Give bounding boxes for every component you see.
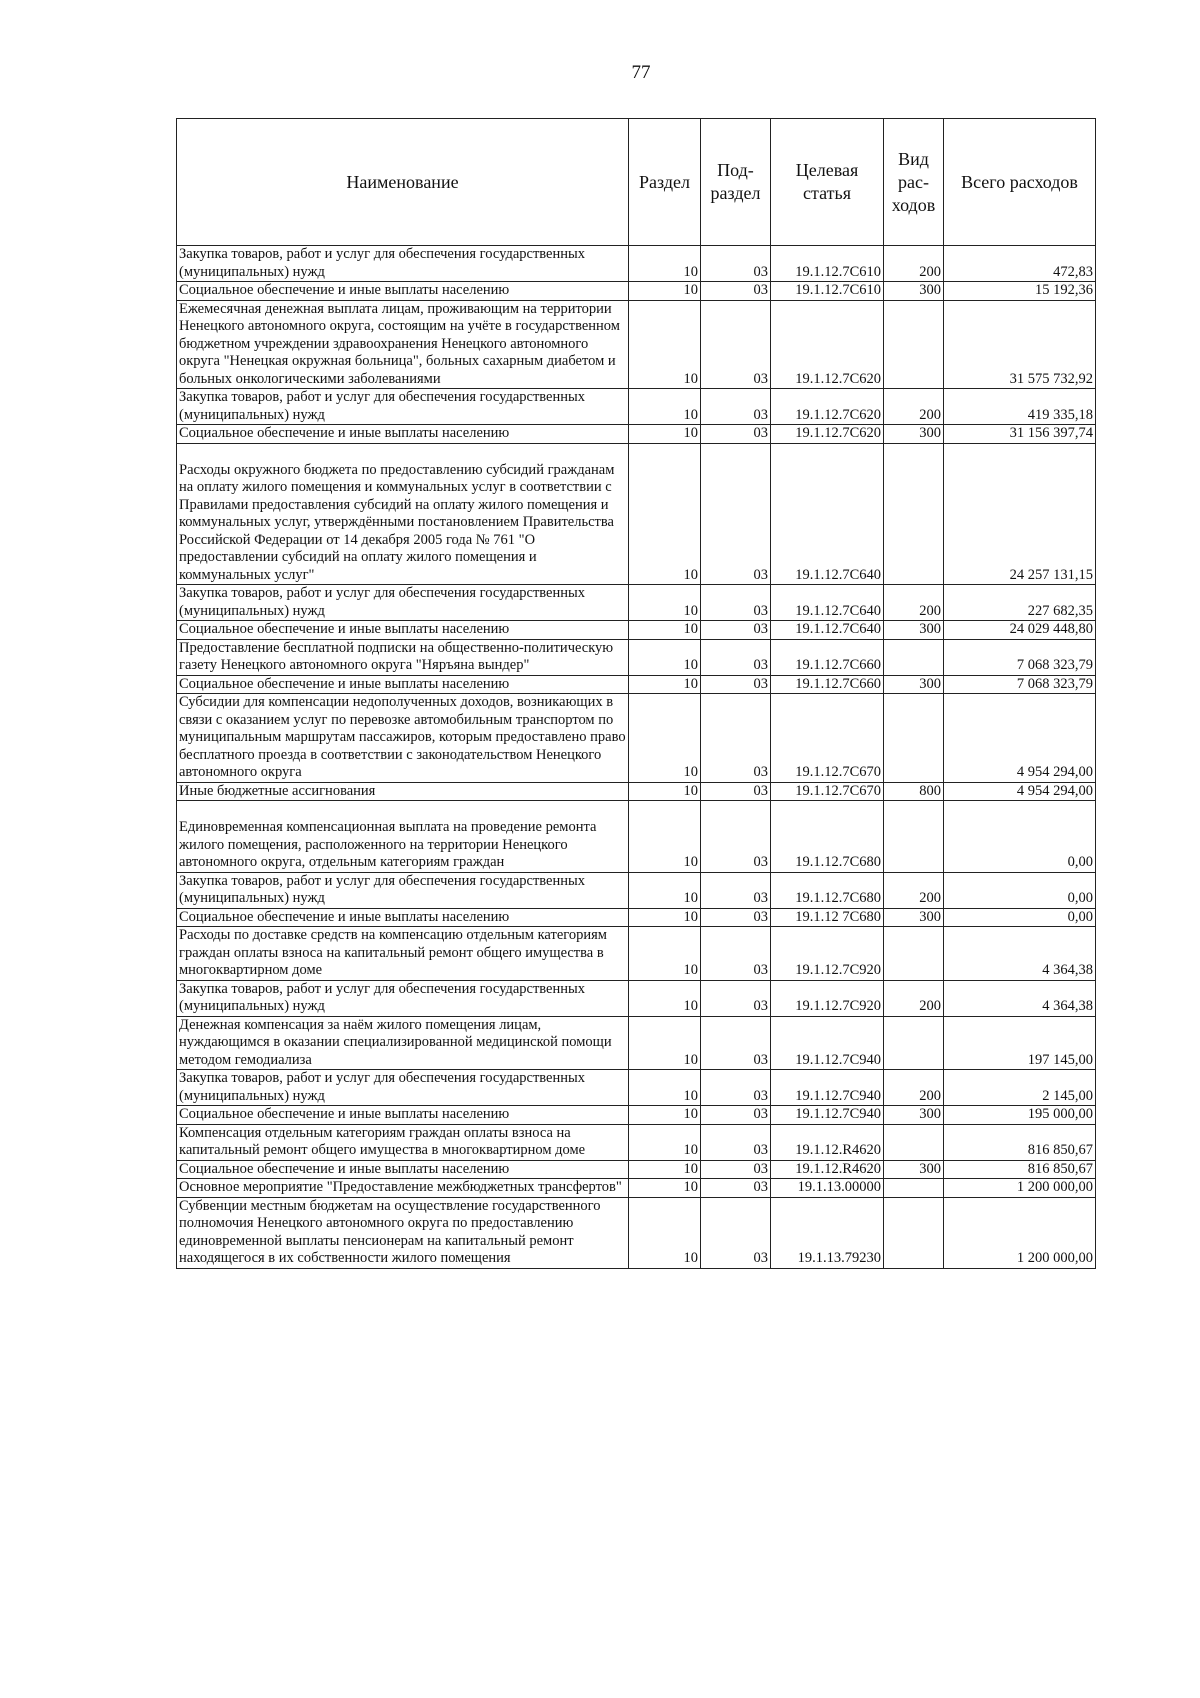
table-row xyxy=(177,1070,1096,1106)
row-section: 10 xyxy=(629,639,701,675)
row-name: Единовременная компенсационная выплата на проведение ремонта жилого помещения, расположенного на территории Ненецкого автономного округа, отдельным категориям граждан xyxy=(177,801,629,873)
table-row xyxy=(177,782,1096,801)
row-total: 472,83 xyxy=(944,246,1096,282)
row-target-article: 19.1.13.00000 xyxy=(771,1179,884,1198)
row-expense-type: 300 xyxy=(884,1160,944,1179)
row-expense-type xyxy=(884,801,944,873)
row-subsection: 03 xyxy=(701,1124,771,1160)
table-row xyxy=(177,1179,1096,1198)
row-subsection: 03 xyxy=(701,1016,771,1070)
row-subsection: 03 xyxy=(701,585,771,621)
row-subsection: 03 xyxy=(701,425,771,444)
header-total: Всего расходов xyxy=(944,119,1096,246)
row-target-article: 19.1.12.7С680 xyxy=(771,872,884,908)
row-name: Закупка товаров, работ и услуг для обеспечения государственных (муниципальных) нужд xyxy=(177,1070,629,1106)
row-name: Закупка товаров, работ и услуг для обеспечения государственных (муниципальных) нужд xyxy=(177,389,629,425)
table-row xyxy=(177,425,1096,444)
row-section: 10 xyxy=(629,621,701,640)
row-target-article: 19.1.12.7С940 xyxy=(771,1070,884,1106)
row-subsection: 03 xyxy=(701,1160,771,1179)
row-expense-type xyxy=(884,639,944,675)
table-row xyxy=(177,927,1096,981)
row-subsection: 03 xyxy=(701,927,771,981)
row-subsection: 03 xyxy=(701,246,771,282)
row-expense-type: 300 xyxy=(884,425,944,444)
row-expense-type xyxy=(884,694,944,783)
row-name: Субвенции местным бюджетам на осуществление государственного полномочия Ненецкого автономного округа по предоставлению единовременной выплаты пенсионерам на капитальный ремонт находящегося в их собственности жилого помещения xyxy=(177,1197,629,1268)
row-total: 1 200 000,00 xyxy=(944,1179,1096,1198)
row-section: 10 xyxy=(629,782,701,801)
row-expense-type xyxy=(884,1016,944,1070)
row-target-article: 19.1.12.7С620 xyxy=(771,389,884,425)
row-name: Расходы по доставке средств на компенсацию отдельным категориям граждан оплаты взноса на капитальный ремонт общего имущества в многоквартирном доме xyxy=(177,927,629,981)
row-subsection: 03 xyxy=(701,1070,771,1106)
table-body xyxy=(177,246,1096,1269)
table-row xyxy=(177,1124,1096,1160)
budget-table xyxy=(176,118,1096,1269)
row-expense-type xyxy=(884,1179,944,1198)
row-target-article: 19.1.13.79230 xyxy=(771,1197,884,1268)
row-section: 10 xyxy=(629,694,701,783)
row-name: Расходы окружного бюджета по предоставлению субсидий гражданам на оплату жилого помещения и коммунальных услуг в соответствии с Правилами предоставления субсидий на оплату жилого помещения и коммунальных услуг, утверждёнными постановлением Правительства Российской Федерации от 14 декабря 2005 года № 761 "О предоставлении субсидий на оплату жилого помещения и коммунальных услуг" xyxy=(177,443,629,585)
table-row xyxy=(177,1106,1096,1125)
row-expense-type: 200 xyxy=(884,980,944,1016)
row-subsection: 03 xyxy=(701,872,771,908)
row-expense-type: 200 xyxy=(884,1070,944,1106)
row-name: Закупка товаров, работ и услуг для обеспечения государственных (муниципальных) нужд xyxy=(177,872,629,908)
row-target-article: 19.1.12.7С920 xyxy=(771,927,884,981)
row-total: 227 682,35 xyxy=(944,585,1096,621)
row-name: Компенсация отдельным категориям граждан оплаты взноса на капитальный ремонт общего имущества в многоквартирном доме xyxy=(177,1124,629,1160)
row-name: Иные бюджетные ассигнования xyxy=(177,782,629,801)
row-target-article: 19.1.12.R4620 xyxy=(771,1160,884,1179)
table-row xyxy=(177,1016,1096,1070)
row-name: Ежемесячная денежная выплата лицам, проживающим на территории Ненецкого автономного округа, состоящим на учёте в государственном бюджетном учреждении здравоохранения Ненецкого автономного округа "Ненецкая окружная больница", больных сахарным диабетом и больных онкологическими заболеваниями xyxy=(177,300,629,389)
row-total: 195 000,00 xyxy=(944,1106,1096,1125)
header-name: Наименование xyxy=(177,119,629,246)
row-section: 10 xyxy=(629,1197,701,1268)
table-row xyxy=(177,801,1096,873)
row-target-article: 19.1.12.7С640 xyxy=(771,621,884,640)
header-section: Раздел xyxy=(629,119,701,246)
row-section: 10 xyxy=(629,585,701,621)
row-name: Предоставление бесплатной подписки на общественно-политическую газету Ненецкого автономного округа "Няръяна вындер" xyxy=(177,639,629,675)
table-row xyxy=(177,1160,1096,1179)
header-subsection: Под-раздел xyxy=(701,119,771,246)
row-subsection: 03 xyxy=(701,980,771,1016)
row-expense-type: 300 xyxy=(884,621,944,640)
row-total: 0,00 xyxy=(944,801,1096,873)
row-total: 419 335,18 xyxy=(944,389,1096,425)
row-target-article: 19.1.12.7С640 xyxy=(771,585,884,621)
row-total: 7 068 323,79 xyxy=(944,675,1096,694)
row-total: 24 257 131,15 xyxy=(944,443,1096,585)
row-subsection: 03 xyxy=(701,801,771,873)
row-section: 10 xyxy=(629,246,701,282)
row-total: 31 156 397,74 xyxy=(944,425,1096,444)
row-total: 816 850,67 xyxy=(944,1160,1096,1179)
row-total: 816 850,67 xyxy=(944,1124,1096,1160)
row-total: 1 200 000,00 xyxy=(944,1197,1096,1268)
row-name: Социальное обеспечение и иные выплаты населению xyxy=(177,425,629,444)
page-number: 77 xyxy=(631,62,651,83)
row-target-article: 19.1.12.7С640 xyxy=(771,443,884,585)
row-name: Денежная компенсация за наём жилого помещения лицам, нуждающимся в оказании специализированной медицинской помощи методом гемодиализа xyxy=(177,1016,629,1070)
table-row xyxy=(177,639,1096,675)
row-expense-type xyxy=(884,443,944,585)
row-subsection: 03 xyxy=(701,675,771,694)
row-section: 10 xyxy=(629,908,701,927)
row-name: Социальное обеспечение и иные выплаты населению xyxy=(177,1160,629,1179)
row-expense-type xyxy=(884,300,944,389)
row-expense-type: 800 xyxy=(884,782,944,801)
row-target-article: 19.1.12.7С610 xyxy=(771,282,884,301)
row-name: Социальное обеспечение и иные выплаты населению xyxy=(177,1106,629,1125)
row-total: 4 954 294,00 xyxy=(944,782,1096,801)
row-total: 4 364,38 xyxy=(944,980,1096,1016)
row-name: Социальное обеспечение и иные выплаты населению xyxy=(177,621,629,640)
row-target-article: 19.1.12.7С670 xyxy=(771,782,884,801)
row-expense-type: 200 xyxy=(884,585,944,621)
row-section: 10 xyxy=(629,443,701,585)
row-expense-type: 300 xyxy=(884,908,944,927)
row-expense-type: 200 xyxy=(884,246,944,282)
row-expense-type: 300 xyxy=(884,675,944,694)
row-total: 0,00 xyxy=(944,908,1096,927)
row-section: 10 xyxy=(629,425,701,444)
row-subsection: 03 xyxy=(701,639,771,675)
row-expense-type: 200 xyxy=(884,389,944,425)
row-expense-type: 300 xyxy=(884,1106,944,1125)
row-section: 10 xyxy=(629,675,701,694)
table-row xyxy=(177,621,1096,640)
row-name: Социальное обеспечение и иные выплаты населению xyxy=(177,908,629,927)
row-total: 7 068 323,79 xyxy=(944,639,1096,675)
row-total: 15 192,36 xyxy=(944,282,1096,301)
table-row xyxy=(177,443,1096,585)
row-subsection: 03 xyxy=(701,282,771,301)
row-section: 10 xyxy=(629,1070,701,1106)
row-total: 197 145,00 xyxy=(944,1016,1096,1070)
row-name: Социальное обеспечение и иные выплаты населению xyxy=(177,282,629,301)
row-section: 10 xyxy=(629,927,701,981)
row-section: 10 xyxy=(629,872,701,908)
header-target-article: Целевая статья xyxy=(771,119,884,246)
row-target-article: 19.1.12.7С660 xyxy=(771,675,884,694)
row-subsection: 03 xyxy=(701,621,771,640)
row-expense-type: 300 xyxy=(884,282,944,301)
row-section: 10 xyxy=(629,282,701,301)
row-target-article: 19.1.12.7С620 xyxy=(771,300,884,389)
row-total: 2 145,00 xyxy=(944,1070,1096,1106)
header-expense-type: Вид рас-ходов xyxy=(884,119,944,246)
row-section: 10 xyxy=(629,1016,701,1070)
table-row xyxy=(177,908,1096,927)
row-name: Основное мероприятие "Предоставление межбюджетных трансфертов" xyxy=(177,1179,629,1198)
row-target-article: 19.1.12.R4620 xyxy=(771,1124,884,1160)
table-row xyxy=(177,282,1096,301)
row-name: Закупка товаров, работ и услуг для обеспечения государственных (муниципальных) нужд xyxy=(177,246,629,282)
row-subsection: 03 xyxy=(701,1179,771,1198)
row-expense-type: 200 xyxy=(884,872,944,908)
row-section: 10 xyxy=(629,1160,701,1179)
row-expense-type xyxy=(884,1124,944,1160)
row-expense-type xyxy=(884,927,944,981)
row-target-article: 19.1.12.7С620 xyxy=(771,425,884,444)
row-section: 10 xyxy=(629,389,701,425)
table-row xyxy=(177,1197,1096,1268)
row-name: Субсидии для компенсации недополученных доходов, возникающих в связи с оказанием услуг по перевозке автомобильным транспортом по муниципальным маршрутам пассажиров, которым предоставлено право бесплатного проезда в соответствии с законодательством Ненецкого автономного округа xyxy=(177,694,629,783)
row-target-article: 19.1.12.7С940 xyxy=(771,1106,884,1125)
row-name: Закупка товаров, работ и услуг для обеспечения государственных (муниципальных) нужд xyxy=(177,980,629,1016)
row-target-article: 19.1.12.7С660 xyxy=(771,639,884,675)
row-subsection: 03 xyxy=(701,694,771,783)
row-section: 10 xyxy=(629,1179,701,1198)
row-total: 4 364,38 xyxy=(944,927,1096,981)
row-subsection: 03 xyxy=(701,1106,771,1125)
row-target-article: 19.1.12.7С920 xyxy=(771,980,884,1016)
row-total: 0,00 xyxy=(944,872,1096,908)
row-section: 10 xyxy=(629,980,701,1016)
row-section: 10 xyxy=(629,801,701,873)
row-name: Закупка товаров, работ и услуг для обеспечения государственных (муниципальных) нужд xyxy=(177,585,629,621)
row-target-article: 19.1.12.7С670 xyxy=(771,694,884,783)
table-header-row xyxy=(177,119,1096,246)
row-total: 31 575 732,92 xyxy=(944,300,1096,389)
row-subsection: 03 xyxy=(701,1197,771,1268)
row-target-article: 19.1.12.7С940 xyxy=(771,1016,884,1070)
table-row xyxy=(177,694,1096,783)
table-row xyxy=(177,389,1096,425)
row-section: 10 xyxy=(629,300,701,389)
row-name: Социальное обеспечение и иные выплаты населению xyxy=(177,675,629,694)
row-subsection: 03 xyxy=(701,300,771,389)
row-total: 24 029 448,80 xyxy=(944,621,1096,640)
table-row xyxy=(177,585,1096,621)
table-row xyxy=(177,872,1096,908)
row-subsection: 03 xyxy=(701,908,771,927)
table-row xyxy=(177,246,1096,282)
row-expense-type xyxy=(884,1197,944,1268)
row-target-article: 19.1.12 7С680 xyxy=(771,908,884,927)
row-subsection: 03 xyxy=(701,443,771,585)
row-section: 10 xyxy=(629,1106,701,1125)
row-total: 4 954 294,00 xyxy=(944,694,1096,783)
row-section: 10 xyxy=(629,1124,701,1160)
row-target-article: 19.1.12.7С610 xyxy=(771,246,884,282)
row-subsection: 03 xyxy=(701,782,771,801)
table-row xyxy=(177,675,1096,694)
table-row xyxy=(177,980,1096,1016)
table-row xyxy=(177,300,1096,389)
row-subsection: 03 xyxy=(701,389,771,425)
row-target-article: 19.1.12.7С680 xyxy=(771,801,884,873)
